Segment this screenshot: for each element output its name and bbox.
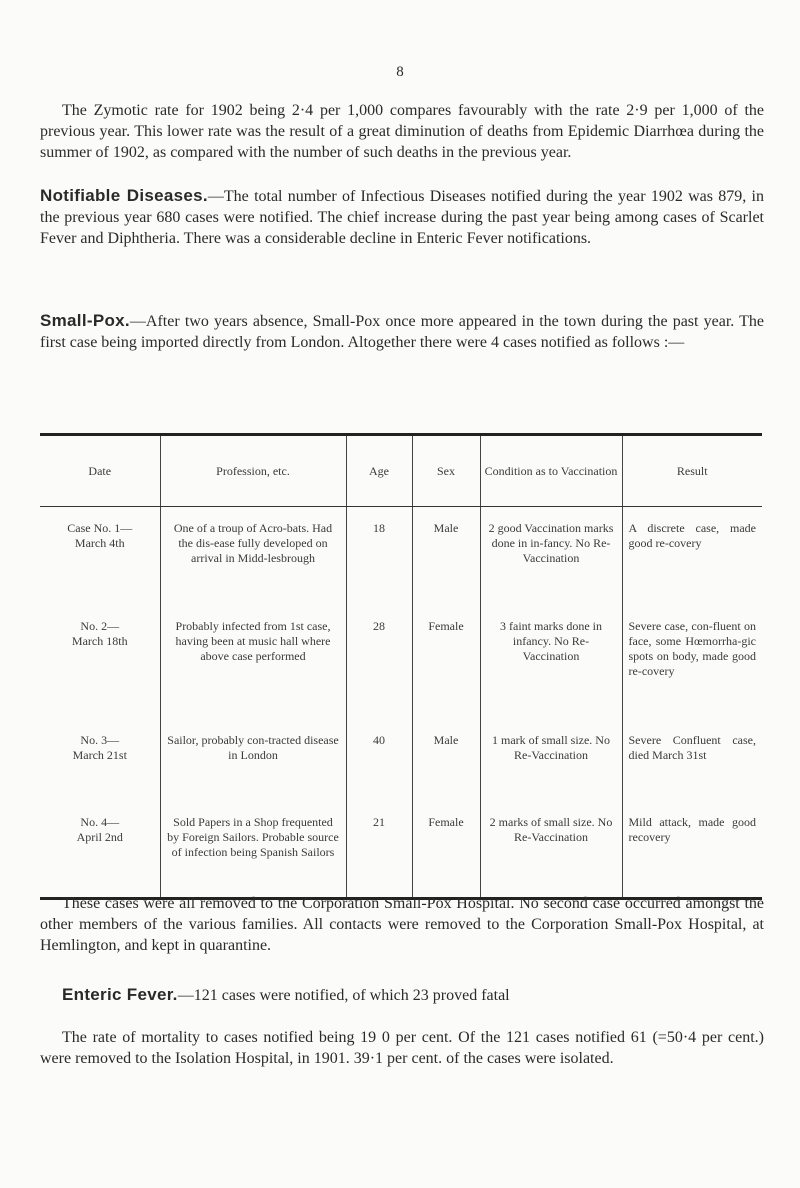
notifiable-diseases-heading: Notifiable Diseases.: [40, 186, 208, 205]
cell-result: Severe case, con-fluent on face, some Hœmorrha-gic spots on body, made good re-covery: [622, 605, 762, 719]
header-profession: Profession, etc.: [160, 436, 346, 507]
smallpox-paragraph: [40, 310, 764, 353]
mortality-paragraph: The rate of mortality to cases notified being 19 0 per cent. Of the 121 cases notified 61 (=50·4 per cent.) were removed to the Isolation Hospital, in 1901. 39·1 per cent. of the cases were isolated.: [40, 1029, 764, 1067]
cell-date: [40, 719, 160, 801]
cell-condition: 2 good Vaccination marks done in in-fancy. No Re-Vaccination: [480, 507, 622, 606]
cell-age: 18: [346, 507, 412, 606]
header-result: Result: [622, 436, 762, 507]
smallpox-heading: Small-Pox.: [40, 311, 130, 330]
cell-profession: Sold Papers in a Shop frequented by Foreign Sailors. Probable source of infection being Spanish Sailors: [160, 801, 346, 897]
header-age: Age: [346, 436, 412, 507]
intro-paragraph: The Zymotic rate for 1902 being 2·4 per 1,000 compares favourably with the rate 2·9 per 1,000 of the previous year. This lower rate was the result of a great diminution of deaths from Epidemic Diarrhœa during the summer of 1902, as compared with the number of such deaths in the previous year.: [40, 102, 764, 161]
cell-result: Severe Confluent case, died March 31st: [622, 719, 762, 801]
case-number: Case No. 1—: [67, 521, 133, 535]
removal-paragraph: These cases were all removed to the Corporation Small-Pox Hospital. No second case occurred amongst the other members of the various families. All contacts were removed to the Corporation Small-Pox Hospital, at Hemlington, and kept in quarantine.: [40, 895, 764, 954]
notifiable-diseases-text: —The total number of Infectious Diseases notified during the year 1902 was 879, in the previous year 680 cases were notified. The chief increase during the past year being among cases of Scarlet Fever and Diphtheria. There was a considerable decline in Enteric Fever notifications.: [40, 188, 764, 247]
cell-sex: Female: [412, 605, 480, 719]
case-date: March 18th: [71, 634, 128, 648]
header-condition: Condition as to Vaccination: [480, 436, 622, 507]
cell-condition: 3 faint marks done in infancy. No Re-Vaccination: [480, 605, 622, 719]
smallpox-cases-table: [40, 433, 762, 900]
case-number: No. 2—: [80, 619, 120, 633]
notifiable-diseases-paragraph: [40, 185, 764, 249]
cell-condition: 2 marks of small size. No Re-Vaccination: [480, 801, 622, 897]
cell-age: 21: [346, 801, 412, 897]
cell-result: A discrete case, made good re-covery: [622, 507, 762, 606]
header-sex: Sex: [412, 436, 480, 507]
cell-profession: One of a troup of Acro-bats. Had the dis-ease fully developed on arrival in Midd-lesbrough: [160, 507, 346, 606]
page-number: 8: [396, 64, 404, 80]
case-number: No. 3—: [80, 733, 120, 747]
table-row: [40, 801, 762, 897]
cell-sex: Male: [412, 507, 480, 606]
case-number: No. 4—: [80, 815, 120, 829]
smallpox-text: —After two years absence, Small-Pox once more appeared in the town during the past year. The first case being imported directly from London. Altogether there were 4 cases notified as follows :—: [40, 313, 764, 351]
cell-age: 28: [346, 605, 412, 719]
case-date: April 2nd: [76, 830, 123, 844]
header-date: Date: [40, 436, 160, 507]
table-row: [40, 507, 762, 606]
cell-date: [40, 801, 160, 897]
enteric-fever-paragraph: [40, 984, 764, 1006]
table-row: [40, 605, 762, 719]
cell-condition: 1 mark of small size. No Re-Vaccination: [480, 719, 622, 801]
table-row: [40, 719, 762, 801]
enteric-fever-text: —121 cases were notified, of which 23 proved fatal: [177, 987, 510, 1004]
cell-profession: Probably infected from 1st case, having been at music hall where above case performed: [160, 605, 346, 719]
cell-profession: Sailor, probably con-tracted disease in London: [160, 719, 346, 801]
case-date: March 4th: [74, 536, 125, 550]
cell-age: 40: [346, 719, 412, 801]
cell-sex: Female: [412, 801, 480, 897]
cell-result: Mild attack, made good recovery: [622, 801, 762, 897]
cell-sex: Male: [412, 719, 480, 801]
table-header-row: [40, 436, 762, 507]
case-date: March 21st: [72, 748, 127, 762]
enteric-fever-heading: Enteric Fever.: [62, 985, 178, 1004]
cell-date: [40, 605, 160, 719]
cell-date: [40, 507, 160, 606]
